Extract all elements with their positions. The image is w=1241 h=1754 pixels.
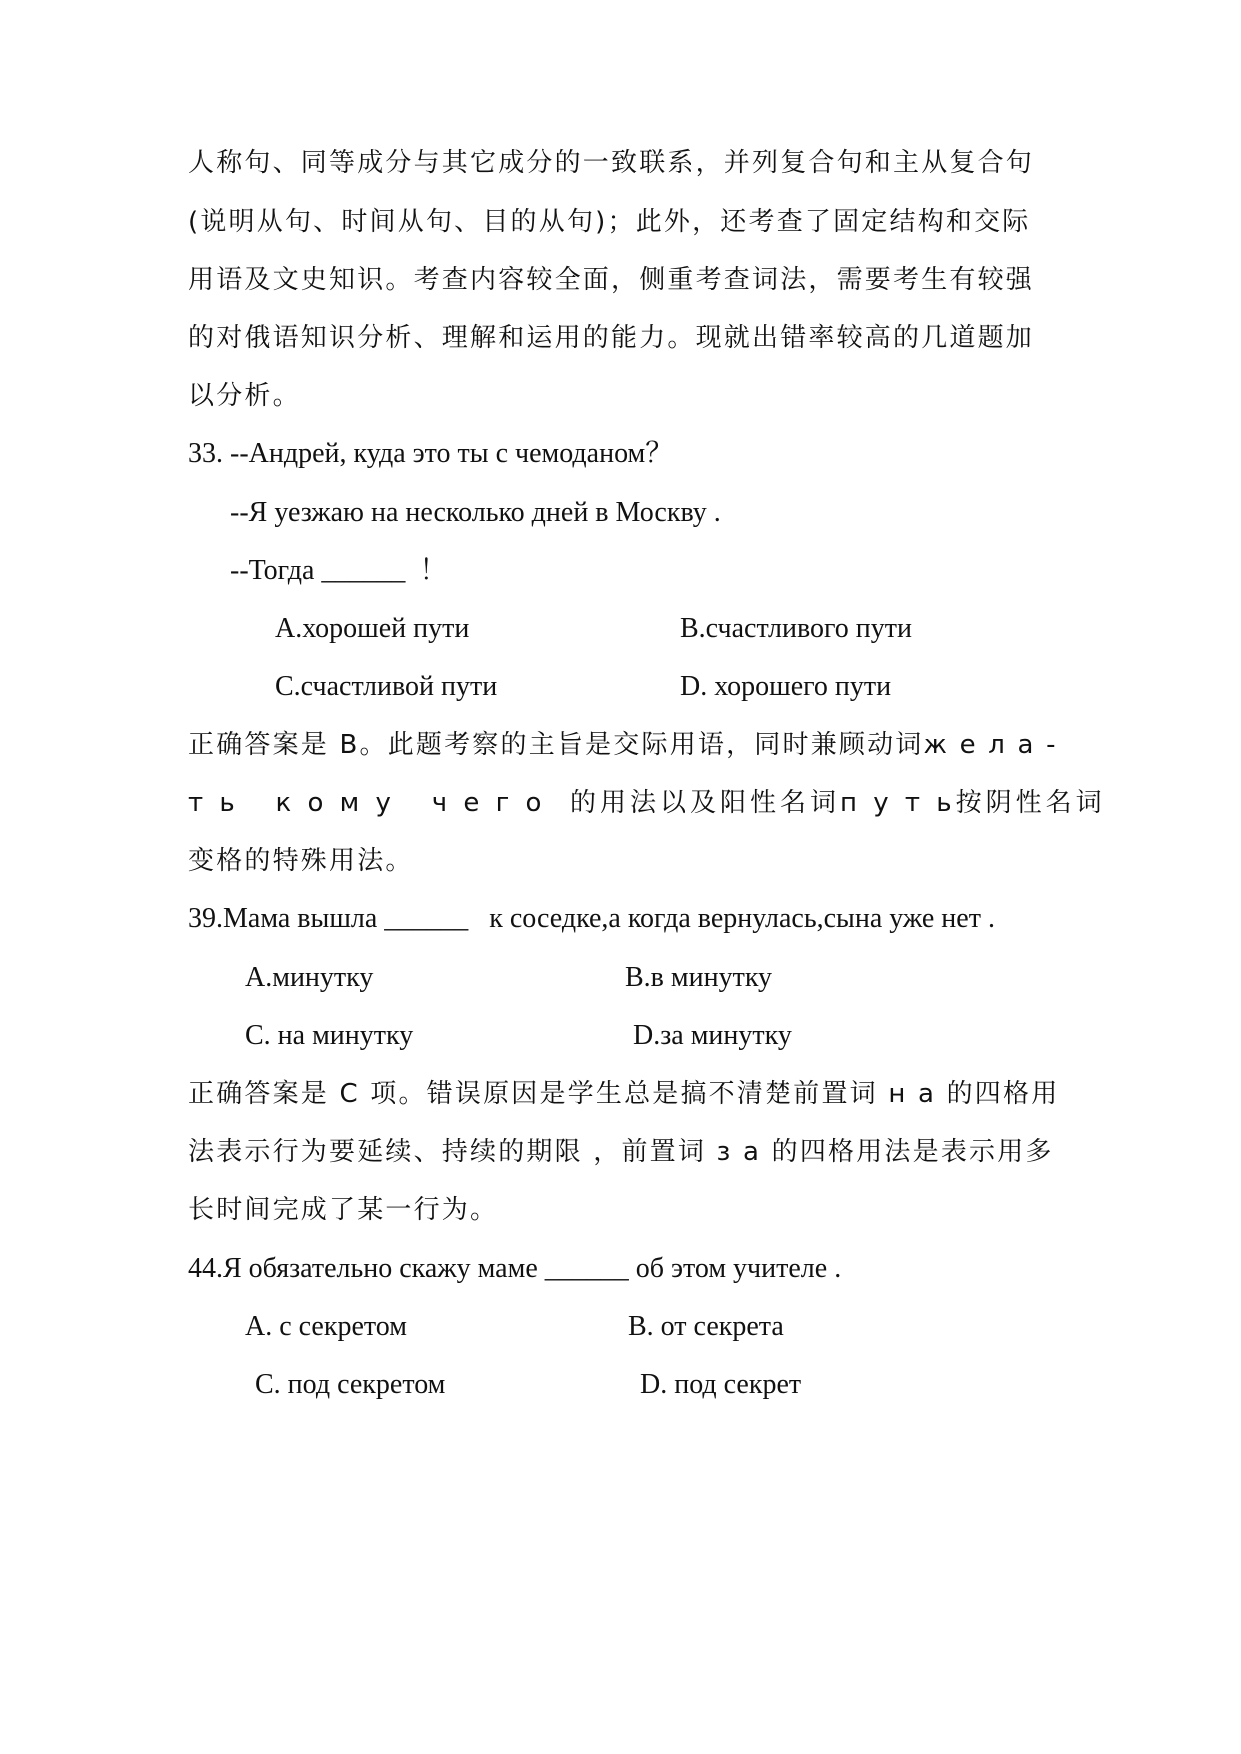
q33-explanation-line-1: 正确答案是 B。此题考察的主旨是交际用语，同时兼顾动词ж е л а - <box>188 730 1058 760</box>
q39-option-c: C. на минутку <box>245 1020 414 1051</box>
q44-prompt-line: 44.Я обязательно скажу маме ______ об этом учителе . <box>188 1253 842 1284</box>
intro-line-4: 的对俄语知识分析、理解和运用的能力。现就出错率较高的几道题加 <box>188 323 1035 353</box>
intro-line-3: 用语及文史知识。考查内容较全面，侧重考查词法，需要考生有较强 <box>188 265 1035 295</box>
intro-line-1: 人称句、同等成分与其它成分的一致联系，并列复合句和主从复合句 <box>188 148 1035 178</box>
q39-prompt-line: 39.Мама вышла ______ к соседке,а когда вернулась,сына уже нет . <box>188 903 995 934</box>
q33-option-b: B.счастливого пути <box>680 613 912 644</box>
q33-explanation-line-3: 变格的特殊用法。 <box>188 846 414 876</box>
q33-explanation-line-2: т ь к о м у ч е г о 的用法以及阳性名词п у т ь按阴性名词 <box>188 788 1106 818</box>
q44-option-a: A. с секретом <box>245 1311 407 1342</box>
q44-option-b: B. от секрета <box>628 1311 784 1342</box>
q39-option-b: B.в минутку <box>625 962 773 993</box>
q33-prompt-line: 33. --Андрей, куда это ты с чемоданом？ <box>188 438 674 469</box>
q39-option-a: A.минутку <box>245 962 374 993</box>
q33-option-c: C.счастливой пути <box>275 671 498 702</box>
q44-option-d: D. под секрет <box>640 1369 802 1400</box>
q33-blank-line: --Тогда ______ ！ <box>230 555 448 586</box>
q39-explanation-line-2: 法表示行为要延续、持续的期限 ，前置词 з а 的四格用法是表示用多 <box>188 1137 1054 1167</box>
q39-explanation-line-3: 长时间完成了某一行为。 <box>188 1195 499 1225</box>
q33-option-d: D. хорошего пути <box>680 671 892 702</box>
q39-option-d: D.за минутку <box>633 1020 792 1051</box>
q39-explanation-line-1: 正确答案是 C 项。错误原因是学生总是搞不清楚前置词 н а 的四格用 <box>188 1079 1060 1109</box>
q44-option-c: C. под секретом <box>255 1369 446 1400</box>
q33-reply-line: --Я уезжаю на несколько дней в Москву . <box>230 497 721 528</box>
intro-line-5: 以分析。 <box>188 381 301 411</box>
q33-option-a: A.хорошей пути <box>275 613 470 644</box>
intro-line-2: (说明从句、时间从句、目的从句)；此外，还考查了固定结构和交际 <box>188 207 1031 237</box>
